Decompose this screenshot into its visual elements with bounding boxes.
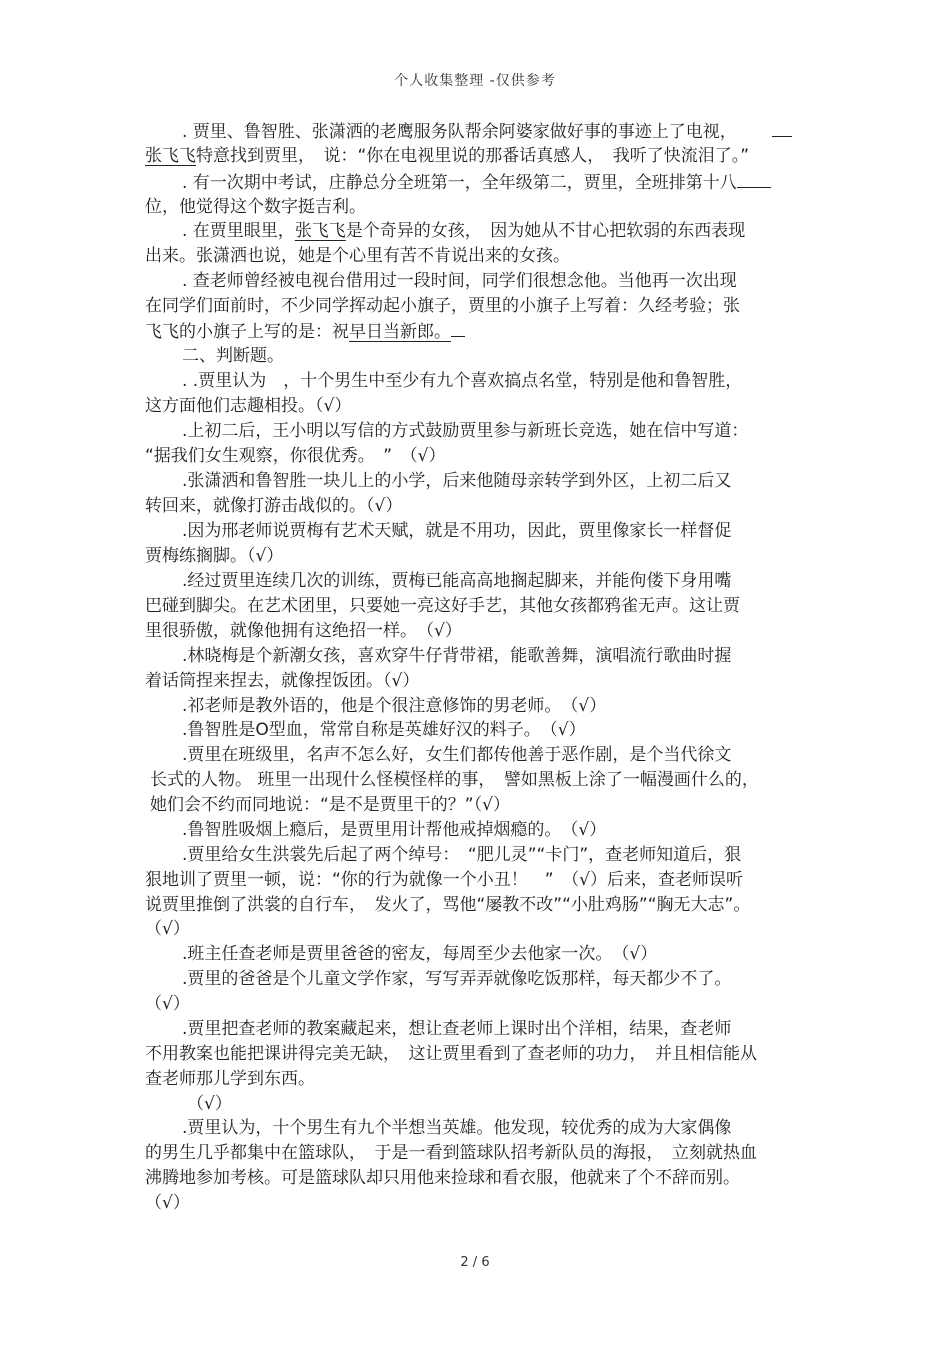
fill-q2-text: . 有一次期中考试，庄静总分全班第一，全年级第二，贾里，全班排第十八 xyxy=(182,173,737,193)
judge-line: 她们会不约而同地说：“是不是贾里干的？”（√） xyxy=(150,795,510,815)
judge-line: 这方面他们志趣相投。（√） xyxy=(145,396,352,416)
fill-q2-line1 xyxy=(182,171,771,194)
judge-line: 巴碰到脚尖。在艺术团里，只要她一亮这好手艺，其他女孩都鸦雀无声。这让贾 xyxy=(145,596,740,616)
judge-line: （√） xyxy=(145,919,190,939)
judge-line: .贾里在班级里，名声不怎么好，女生们都传他善于恶作剧，是个当代徐文 xyxy=(182,745,732,765)
judge-line: 查老师那儿学到东西。 xyxy=(145,1069,315,1089)
fill-q2-line2: 位，他觉得这个数字挺吉利。 xyxy=(145,197,366,217)
fill-q1-line2 xyxy=(145,145,749,167)
judge-line: （√） xyxy=(145,1193,190,1213)
judge-line: .鲁智胜吸烟上瘾后，是贾里用计帮他戒掉烟瘾的。 （√） xyxy=(182,820,607,840)
fill-q3-text-b: 是个奇异的女孩， 因为她从不甘心把软弱的东西表现 xyxy=(345,221,746,241)
judge-line: 里很骄傲，就像他拥有这绝招一样。 （√） xyxy=(145,621,462,641)
judge-line: 说贾里推倒了洪裳的自行车， 发火了，骂他“屡教不改”“小肚鸡肠”“胸无大志”。 xyxy=(145,895,751,915)
fill-q1-text: . 贾里、鲁智胜、张潇洒的老鹰服务队帮余阿婆家做好事的事迹上了电视， xyxy=(182,122,737,142)
page-header: 个人收集整理 -仅供参考 xyxy=(394,73,556,89)
judge-line: 贾梅练搁脚。（√） xyxy=(145,546,284,566)
judge-line: .贾里认为，十个男生有九个半想当英雄。他发现，较优秀的成为大家偶像 xyxy=(182,1118,732,1138)
section-title-judge: 二、判断题。 xyxy=(182,346,284,366)
judge-line: .经过贾里连续几次的训练，贾梅已能高高地搁起脚来，并能佝偻下身用嘴 xyxy=(182,571,732,591)
fill-q1-answer: 张飞飞 xyxy=(145,146,196,166)
judge-line: 狠地训了贾里一顿，说：“你的行为就像一个小丑！ ” （√）后来，查老师误听 xyxy=(145,870,743,890)
fill-q1-rest: 特意找到贾里， 说：“你在电视里说的那番话真感人， 我听了快流泪了。” xyxy=(196,146,750,166)
judge-line: 不用教案也能把课讲得完美无缺， 这让贾里看到了查老师的功力， 并且相信能从 xyxy=(145,1044,757,1064)
judge-line: 长式的人物。 班里一出现什么怪模怪样的事， 譬如黑板上涂了一幅漫画什么的， xyxy=(150,770,759,790)
judge-line: .因为邢老师说贾梅有艺术天赋，就是不用功，因此，贾里像家长一样督促 xyxy=(182,521,732,541)
fill-q3-line2: 出来。张潇洒也说，她是个心里有苦不肯说出来的女孩。 xyxy=(145,246,570,266)
judge-line: 的男生几乎都集中在篮球队， 于是一看到篮球队招考新队员的海报， 立刻就热血 xyxy=(145,1143,757,1163)
answer-blank xyxy=(737,171,771,188)
judge-line: .贾里把查老师的教案藏起来，想让查老师上课时出个洋相，结果，查老师 xyxy=(182,1019,732,1039)
judge-line: .贾里的爸爸是个儿童文学作家，写写弄弄就像吃饭那样，每天都少不了。 xyxy=(182,969,732,989)
fill-q1-line1 xyxy=(182,120,792,143)
judge-line: 转回来，就像打游击战似的。（√） xyxy=(145,496,403,516)
fill-q4-line1: . 查老师曾经被电视台借用过一段时间，同学们很想念他。当他再一次出现 xyxy=(182,271,737,291)
page-number: 2 / 6 xyxy=(460,1255,490,1270)
judge-line: .贾里给女生洪裳先后起了两个绰号： “肥儿灵”“卡门”，查老师知道后，狠 xyxy=(182,845,742,865)
judge-line: .林晓梅是个新潮女孩，喜欢穿牛仔背带裙，能歌善舞，演唱流行歌曲时握 xyxy=(182,646,732,666)
fill-q4-text: 飞飞的小旗子上写的是：祝 xyxy=(145,322,349,342)
judge-line: “据我们女生观察，你很优秀。 ” （√） xyxy=(145,446,446,466)
judge-line: （√） xyxy=(145,994,190,1014)
judge-line: .张潇洒和鲁智胜一块儿上的小学，后来他随母亲转学到外区，上初二后又 xyxy=(182,471,732,491)
judge-line: .上初二后，王小明以写信的方式鼓励贾里参与新班长竞选，她在信中写道： xyxy=(182,421,749,441)
judge-line: . .贾里认为 ，十个男生中至少有九个喜欢搞点名堂，特别是他和鲁智胜， xyxy=(182,371,743,391)
fill-q4-line3 xyxy=(145,320,465,343)
fill-q3-text-a: . 在贾里眼里， xyxy=(182,221,295,241)
judge-line: 沸腾地参加考核。可是篮球队却只用他来捡球和看衣服，他就来了个不辞而别。 xyxy=(145,1168,740,1188)
answer-blank xyxy=(772,120,792,137)
fill-q4-answer: 早日当新郎。 xyxy=(349,322,451,342)
judge-line: （√） xyxy=(187,1094,232,1114)
fill-q3-answer: 张飞飞 xyxy=(294,221,346,241)
judge-line: .祁老师是教外语的，他是个很注意修饰的男老师。 （√） xyxy=(182,696,607,716)
judge-line: .班主任查老师是贾里爸爸的密友，每周至少去他家一次。 （√） xyxy=(182,944,658,964)
judge-line: .鲁智胜是O型血，常常自称是英雄好汉的料子。 （√） xyxy=(182,720,586,740)
fill-q3-line1 xyxy=(182,220,745,242)
judge-line: 着话筒捏来捏去，就像捏饭团。（√） xyxy=(145,671,420,691)
answer-blank xyxy=(451,320,465,337)
fill-q4-line2: 在同学们面前时，不少同学挥动起小旗子，贾里的小旗子上写着：久经考验；张 xyxy=(145,296,740,316)
